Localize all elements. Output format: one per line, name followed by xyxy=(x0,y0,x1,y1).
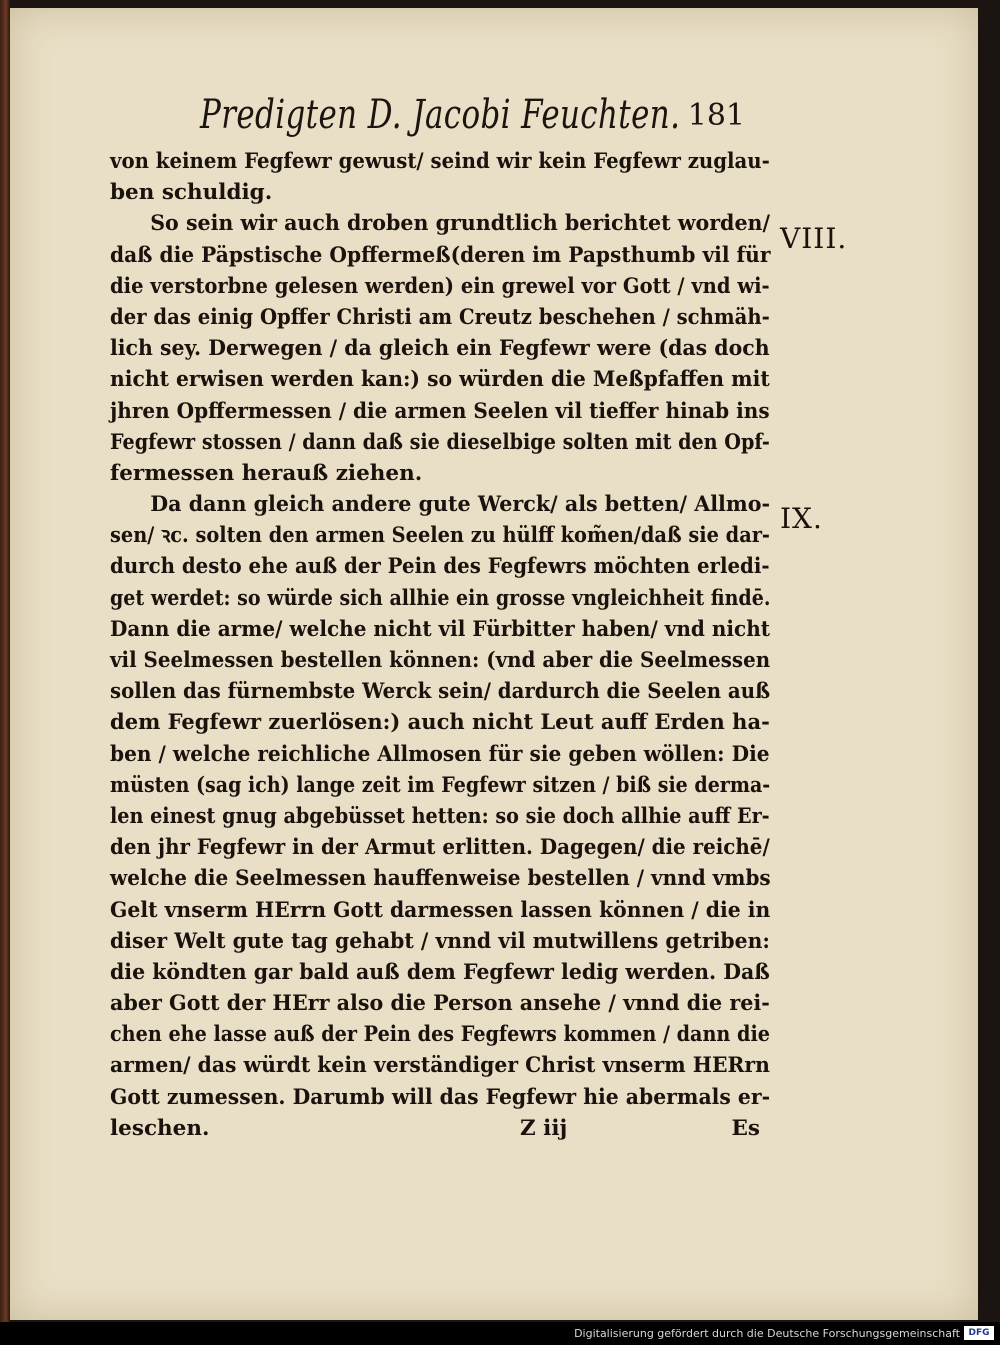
digitization-footer xyxy=(0,1322,1000,1345)
text-line: ben schuldig. xyxy=(110,180,273,206)
text-line: Fegfewr stossen / dann daß sie dieselbige solten mit den Opf- xyxy=(110,429,770,455)
text-line: fermessen herauß ziehen. xyxy=(110,460,423,486)
text-line: vil Seelmessen bestellen können: (vnd aber die Seelmessen xyxy=(110,648,771,673)
text-line: Gelt vnserm HErrn Gott darmessen lassen können / die in xyxy=(110,897,771,923)
text-line: die verstorbne gelesen werden) ein grewel vor Gott / vnd wi- xyxy=(110,273,770,299)
text-line: Gott zumessen. Darumb will das Fegfewr hie abermals er- xyxy=(110,1084,771,1110)
text-line: len einest gnug abgebüsset hetten: so sie doch allhie auff Er- xyxy=(110,803,770,829)
margin-note-ix: IX. xyxy=(780,502,823,535)
text-line: chen ehe lasse auß der Pein des Fegfewrs kommen / dann die xyxy=(110,1022,770,1048)
body-text xyxy=(110,146,770,1144)
text-line: get werdet: so würde sich allhie ein grosse vngleichheit findē. xyxy=(110,585,771,611)
text-line: sen/ ꝛc. solten den armen Seelen zu hülff kom̃en/daß sie dar- xyxy=(110,523,770,549)
page-number: 181 xyxy=(687,98,745,133)
text-line: sollen das fürnembste Werck sein/ dardurch die Seelen auß xyxy=(110,679,771,705)
text-line: der das einig Opffer Christi am Creutz beschehen / schmäh- xyxy=(110,304,770,330)
book-binding-edge xyxy=(0,0,10,1322)
last-line-row xyxy=(110,1113,770,1144)
running-title: Predigten D. Jacobi Feuchten. xyxy=(200,92,681,138)
text-line: diser Welt gute tag gehabt / vnnd vil mutwillens getriben: xyxy=(110,928,770,954)
text-line: armen/ das würdt kein verständiger Christ vnserm HERrn xyxy=(110,1053,770,1079)
text-line: die köndten gar bald auß dem Fegfewr ledig werden. Daß xyxy=(110,959,770,985)
text-line: jhren Opffermessen / die armen Seelen vil tieffer hinab ins xyxy=(110,398,770,424)
text-line: Dann die arme/ welche nicht vil Fürbitter haben/ vnd nicht xyxy=(110,616,771,642)
text-line: So sein wir auch droben grundtlich berichtet worden/ xyxy=(150,211,771,237)
text-line: aber Gott der HErr also die Person ansehe / vnnd die rei- xyxy=(110,991,770,1017)
text-line: daß die Päpstische Opffermeß(deren im Papsthumb vil für xyxy=(110,242,771,268)
text-line: Da dann gleich andere gute Werck/ als betten/ Allmo- xyxy=(150,492,771,518)
text-line: leschen. xyxy=(110,1115,210,1141)
text-line: welche die Seelmessen hauffenweise bestellen / vnnd vmbs xyxy=(110,866,771,892)
text-line: durch desto ehe auß der Pein des Fegfewrs möchten erledi- xyxy=(110,554,770,580)
text-line: den jhr Fegfewr in der Armut erlitten. Dagegen/ die reichē/ xyxy=(110,835,770,861)
text-line: lich sey. Derwegen / da gleich ein Fegfewr were (das doch xyxy=(110,336,770,362)
text-line: müsten (sag ich) lange zeit im Fegfewr sitzen / biß sie derma- xyxy=(110,772,771,798)
catchword: Es xyxy=(731,1115,760,1141)
dfg-logo: DFG xyxy=(964,1326,994,1340)
funding-credit: Digitalisierung gefördert durch die Deutsche Forschungsgemeinschaft xyxy=(574,1327,960,1340)
text-line: ben / welche reichliche Allmosen für sie geben wöllen: Die xyxy=(110,741,770,767)
text-line: von keinem Fegfewr gewust/ seind wir kein Fegfewr zuglau- xyxy=(110,149,770,174)
page-header xyxy=(200,92,745,144)
text-line: nicht erwisen werden kan:) so würden die Meßpfaffen mit xyxy=(110,367,770,393)
signature-mark: Z iij xyxy=(520,1115,568,1141)
text-line: dem Fegfewr zuerlösen:) auch nicht Leut auff Erden ha- xyxy=(110,710,770,736)
margin-note-viii: VIII. xyxy=(780,222,848,255)
